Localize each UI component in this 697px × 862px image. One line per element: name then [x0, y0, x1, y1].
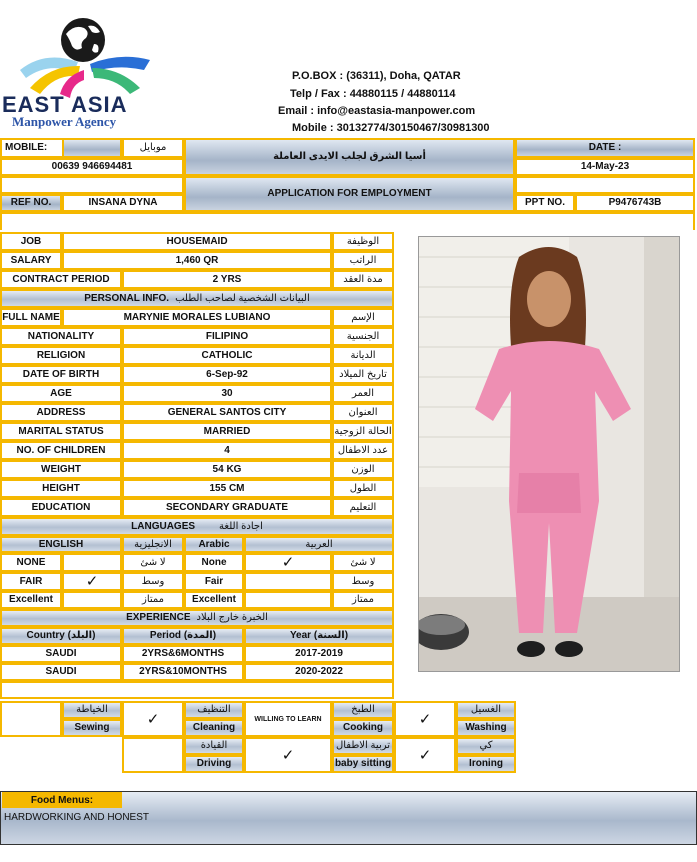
languages-title-en: LANGUAGES — [131, 520, 196, 532]
personal-info-title-ar: البيانات الشخصية لصاحب الطلب — [175, 292, 310, 304]
contact-email: Email : info@eastasia-manpower.com — [278, 105, 476, 117]
salary-label: SALARY — [0, 251, 62, 270]
education-label-ar: التعليم — [332, 498, 394, 517]
skill-babysitting-check: ✓ — [394, 737, 456, 773]
skill-babysitting-ar: تربية الاطفال — [332, 737, 394, 755]
contract-label: CONTRACT PERIOD — [0, 270, 122, 289]
personal-info-title-en: PERSONAL INFO. — [84, 292, 170, 304]
children-value: 4 — [122, 441, 332, 460]
dob-label-ar: تاريخ الميلاد — [332, 365, 394, 384]
lang-arabic-excellent-label-ar: ممتاز — [332, 591, 394, 609]
contract-label-ar: مدة العقد — [332, 270, 394, 289]
languages-title — [0, 517, 394, 536]
skill-driving: Driving — [184, 755, 244, 773]
exp-row-blank — [0, 681, 394, 699]
date-value: 14-May-23 — [515, 158, 695, 176]
skill-sewing: Sewing — [62, 719, 122, 737]
address-label: ADDRESS — [0, 403, 122, 422]
agency-name: EAST ASIA — [2, 92, 128, 117]
agency-logo — [0, 10, 175, 130]
skill-driving-ar: القيادة — [184, 737, 244, 755]
mobile-label-ar: موبايل — [122, 138, 184, 158]
ppt-value: P9476743B — [575, 194, 695, 212]
job-label-ar: الوظيفة — [332, 232, 394, 251]
salary-value: 1,460 QR — [62, 251, 332, 270]
children-label: NO. OF CHILDREN — [0, 441, 122, 460]
skill-sewing-check: ✓ — [122, 701, 184, 737]
english-header: ENGLISH — [0, 536, 122, 553]
exp-row-2-period: 2YRS&10MONTHS — [122, 663, 244, 681]
agency-subtitle: Manpower Agency — [12, 114, 117, 129]
mobile-value: 00639 946694481 — [0, 158, 184, 176]
salary-label-ar: الراتب — [332, 251, 394, 270]
application-title: APPLICATION FOR EMPLOYMENT — [184, 176, 515, 212]
contact-pobox: P.O.BOX : (36311), Doha, QATAR — [292, 70, 461, 82]
height-label: HEIGHT — [0, 479, 122, 498]
experience-title-en: EXPERIENCE — [126, 612, 191, 623]
exp-row-1-period: 2YRS&6MONTHS — [122, 645, 244, 663]
skill-ironing-ar: كي — [456, 737, 516, 755]
exp-row-2-country: SAUDI — [0, 663, 122, 681]
date-blank-row — [515, 176, 695, 194]
dob-label: DATE OF BIRTH — [0, 365, 122, 384]
lang-arabic-fair-label-ar: وسط — [332, 572, 394, 591]
age-label: AGE — [0, 384, 122, 403]
experience-title — [0, 609, 394, 627]
lang-none-label-ar: لا شئ — [122, 553, 184, 572]
height-value: 155 CM — [122, 479, 332, 498]
ppt-label: PPT NO. — [515, 194, 575, 212]
age-label-ar: العمر — [332, 384, 394, 403]
lang-none-label: NONE — [0, 553, 62, 572]
education-value: SECONDARY GRADUATE — [122, 498, 332, 517]
experience-title-ar: الخبرة خارج البلاد — [196, 612, 268, 623]
header-spacer-row — [0, 212, 695, 230]
exp-row-1-country: SAUDI — [0, 645, 122, 663]
exp-header-year: Year (السنة) — [244, 627, 394, 645]
lang-arabic-fair-check — [244, 572, 332, 591]
lang-fair-label: FAIR — [0, 572, 62, 591]
job-label: JOB — [0, 232, 62, 251]
remark-text: HARDWORKING AND HONEST — [4, 812, 150, 823]
skills-left-blank — [0, 701, 62, 737]
exp-header-country: Country (البلد) — [0, 627, 122, 645]
arabic-header-ar: العربية — [244, 536, 394, 553]
skill-cooking: Cooking — [332, 719, 394, 737]
religion-value: CATHOLIC — [122, 346, 332, 365]
education-label: EDUCATION — [0, 498, 122, 517]
fullname-label: FULL NAME — [0, 308, 62, 327]
skill-washing-ar: الغسيل — [456, 701, 516, 719]
lang-arabic-excellent-label: Excellent — [184, 591, 244, 609]
exp-row-1-year: 2017-2019 — [244, 645, 394, 663]
weight-label-ar: الوزن — [332, 460, 394, 479]
lang-arabic-excellent-check — [244, 591, 332, 609]
lang-arabic-none-label-ar: لا شئ — [332, 553, 394, 572]
skill-babysitting: baby sitting — [332, 755, 394, 773]
food-menus-label: Food Menus: — [2, 792, 122, 808]
lang-english-excellent-check — [62, 591, 122, 609]
religion-label-ar: الديانة — [332, 346, 394, 365]
languages-title-ar: اجادة اللغة — [219, 520, 263, 532]
address-label-ar: العنوان — [332, 403, 394, 422]
exp-header-period: Period (المدة) — [122, 627, 244, 645]
applicant-photo-image — [419, 237, 680, 672]
nationality-value: FILIPINO — [122, 327, 332, 346]
lang-arabic-none-label: None — [184, 553, 244, 572]
contact-mobile: Mobile : 30132774/30150467/30981300 — [292, 122, 490, 134]
children-label-ar: عدد الاطفال — [332, 441, 394, 460]
fullname-label-ar: الإسم — [332, 308, 394, 327]
lang-english-fair-check: ✓ — [62, 572, 122, 591]
lang-arabic-none-check: ✓ — [244, 553, 332, 572]
dob-value: 6-Sep-92 — [122, 365, 332, 384]
skill-washing: Washing — [456, 719, 516, 737]
mobile-blank-row — [0, 176, 184, 194]
job-value: HOUSEMAID — [62, 232, 332, 251]
height-label-ar: الطول — [332, 479, 394, 498]
skill-driving-check: ✓ — [244, 737, 332, 773]
agency-name-ar: أسيا الشرق لجلب الايدى العاملة — [184, 138, 515, 176]
mobile-label-spacer — [62, 138, 122, 158]
lang-english-none-check — [62, 553, 122, 572]
address-value: GENERAL SANTOS CITY — [122, 403, 332, 422]
date-label: DATE : — [515, 138, 695, 158]
age-value: 30 — [122, 384, 332, 403]
globe-logo-icon — [0, 10, 175, 98]
english-header-ar: الانجليزية — [122, 536, 184, 553]
applicant-photo — [418, 236, 680, 672]
nationality-label: NATIONALITY — [0, 327, 122, 346]
arabic-header: Arabic — [184, 536, 244, 553]
skill-cleaning: Cleaning — [184, 719, 244, 737]
marital-label: MARITAL STATUS — [0, 422, 122, 441]
weight-label: WEIGHT — [0, 460, 122, 479]
lang-fair-label-ar: وسط — [122, 572, 184, 591]
lang-excellent-label-ar: ممتاز — [122, 591, 184, 609]
ref-label: REF NO. — [0, 194, 62, 212]
skill-cooking-check: ✓ — [394, 701, 456, 737]
religion-label: RELIGION — [0, 346, 122, 365]
fullname-value: MARYNIE MORALES LUBIANO — [62, 308, 332, 327]
weight-value: 54 KG — [122, 460, 332, 479]
skill-cooking-ar: الطبخ — [332, 701, 394, 719]
willing-to-learn: WILLING TO LEARN — [244, 701, 332, 737]
skill-cleaning-ar: التنظيف — [184, 701, 244, 719]
contact-telfax: Telp / Fax : 44880115 / 44880114 — [290, 88, 456, 100]
marital-label-ar: الحالة الزوجية — [332, 422, 394, 441]
skills-row2-blank — [122, 737, 184, 773]
skill-ironing: Ironing — [456, 755, 516, 773]
exp-row-2-year: 2020-2022 — [244, 663, 394, 681]
nationality-label-ar: الجنسية — [332, 327, 394, 346]
personal-info-title — [0, 289, 394, 308]
marital-value: MARRIED — [122, 422, 332, 441]
skill-sewing-ar: الخياطة — [62, 701, 122, 719]
ref-value: INSANA DYNA — [62, 194, 184, 212]
contract-value: 2 YRS — [122, 270, 332, 289]
mobile-label: MOBILE: — [0, 138, 62, 158]
lang-excellent-label: Excellent — [0, 591, 62, 609]
lang-arabic-fair-label: Fair — [184, 572, 244, 591]
